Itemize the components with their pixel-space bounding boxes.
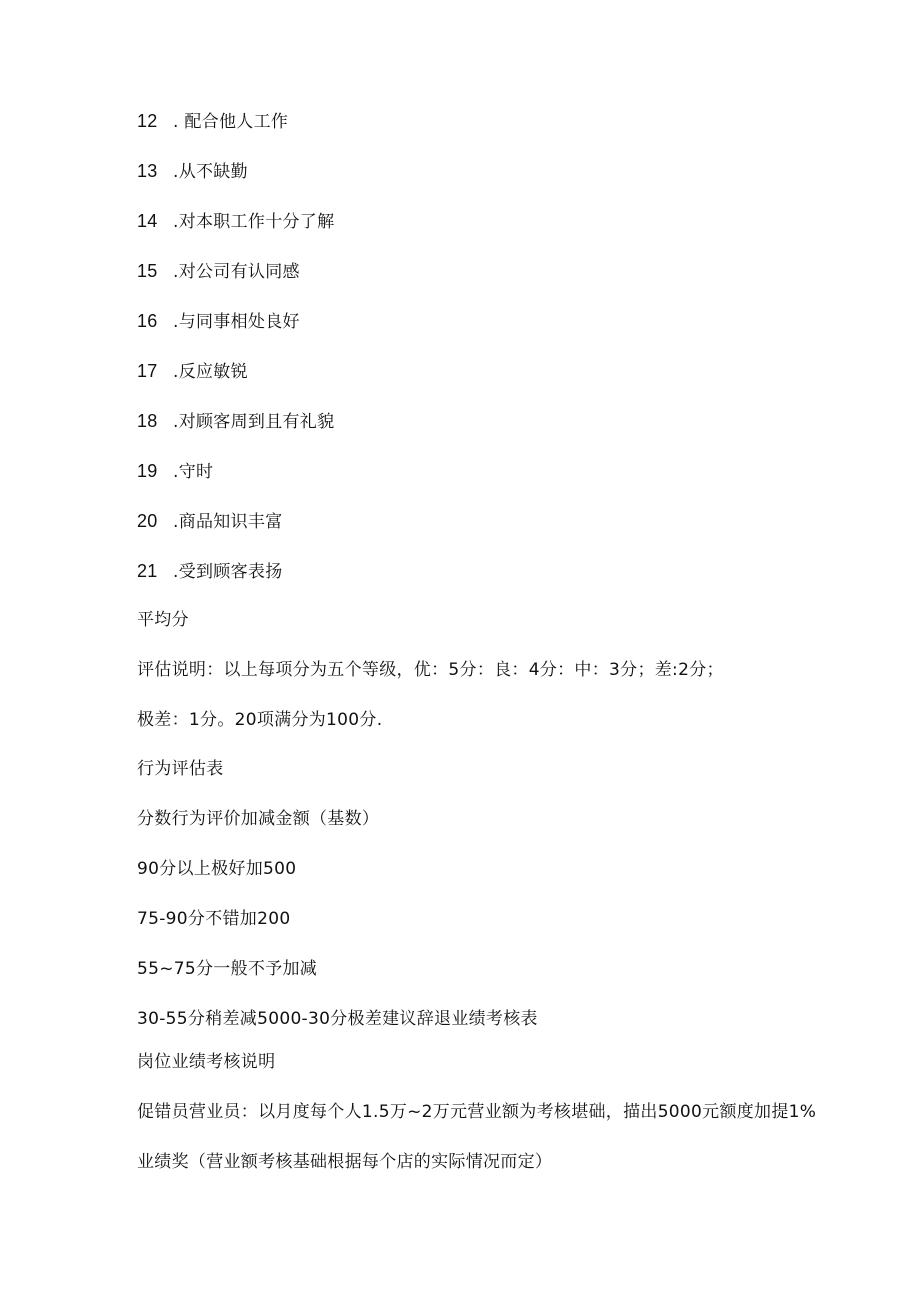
performance-section-title: 岗位业绩考核说明 — [137, 1052, 276, 1072]
list-item — [137, 210, 334, 233]
evaluation-note: 评估说明：以上每项分为五个等级，优：5分：良：4分：中：3分；差:2分； — [137, 660, 724, 680]
list-item — [137, 360, 248, 383]
score-row: 90分以上极好加500 — [137, 859, 297, 879]
item-number: 21 — [137, 561, 158, 581]
item-text: .反应敏锐 — [173, 362, 248, 382]
list-item — [137, 110, 288, 133]
item-text: .商品知识丰富 — [173, 512, 283, 532]
item-number: 14 — [137, 211, 158, 231]
item-text: .受到顾客表扬 — [173, 562, 283, 582]
table-header: 分数行为评价加减金额（基数） — [137, 809, 380, 829]
item-text: . 配合他人工作 — [173, 112, 289, 132]
item-number: 16 — [137, 311, 158, 331]
list-item — [137, 410, 334, 433]
list-item — [137, 310, 300, 333]
average-score-label: 平均分 — [137, 610, 189, 630]
list-item — [137, 160, 248, 183]
list-item — [137, 260, 300, 283]
list-item — [137, 560, 283, 583]
evaluation-note-continued: 极差：1分。20项满分为100分. — [137, 710, 383, 730]
item-number: 17 — [137, 361, 158, 381]
item-number: 18 — [137, 411, 158, 431]
item-number: 15 — [137, 261, 158, 281]
item-number: 13 — [137, 161, 158, 181]
item-number: 19 — [137, 461, 158, 481]
item-number: 12 — [137, 111, 158, 131]
behavior-table-title: 行为评估表 — [137, 759, 224, 779]
performance-description: 促错员营业员：以月度每个人1.5万~2万元营业额为考核堪础，描出5000元额度加提1% — [137, 1102, 817, 1122]
list-item — [137, 460, 213, 483]
item-text: .守时 — [173, 462, 214, 482]
item-text: .对公司有认同感 — [173, 262, 300, 282]
item-text: .对顾客周到且有礼貌 — [173, 412, 335, 432]
score-row: 30-55分稍差减5000-30分极差建议辞退业绩考核表 — [137, 1009, 538, 1029]
item-text: .对本职工作十分了解 — [173, 212, 335, 232]
score-row: 55~75分一般不予加减 — [137, 959, 318, 979]
performance-description-continued: 业绩奖（营业额考核基础根据每个店的实际情况而定） — [137, 1152, 553, 1172]
item-text: .与同事相处良好 — [173, 312, 300, 332]
score-row: 75-90分不错加200 — [137, 909, 291, 929]
list-item — [137, 510, 283, 533]
item-text: .从不缺勤 — [173, 162, 248, 182]
item-number: 20 — [137, 511, 158, 531]
